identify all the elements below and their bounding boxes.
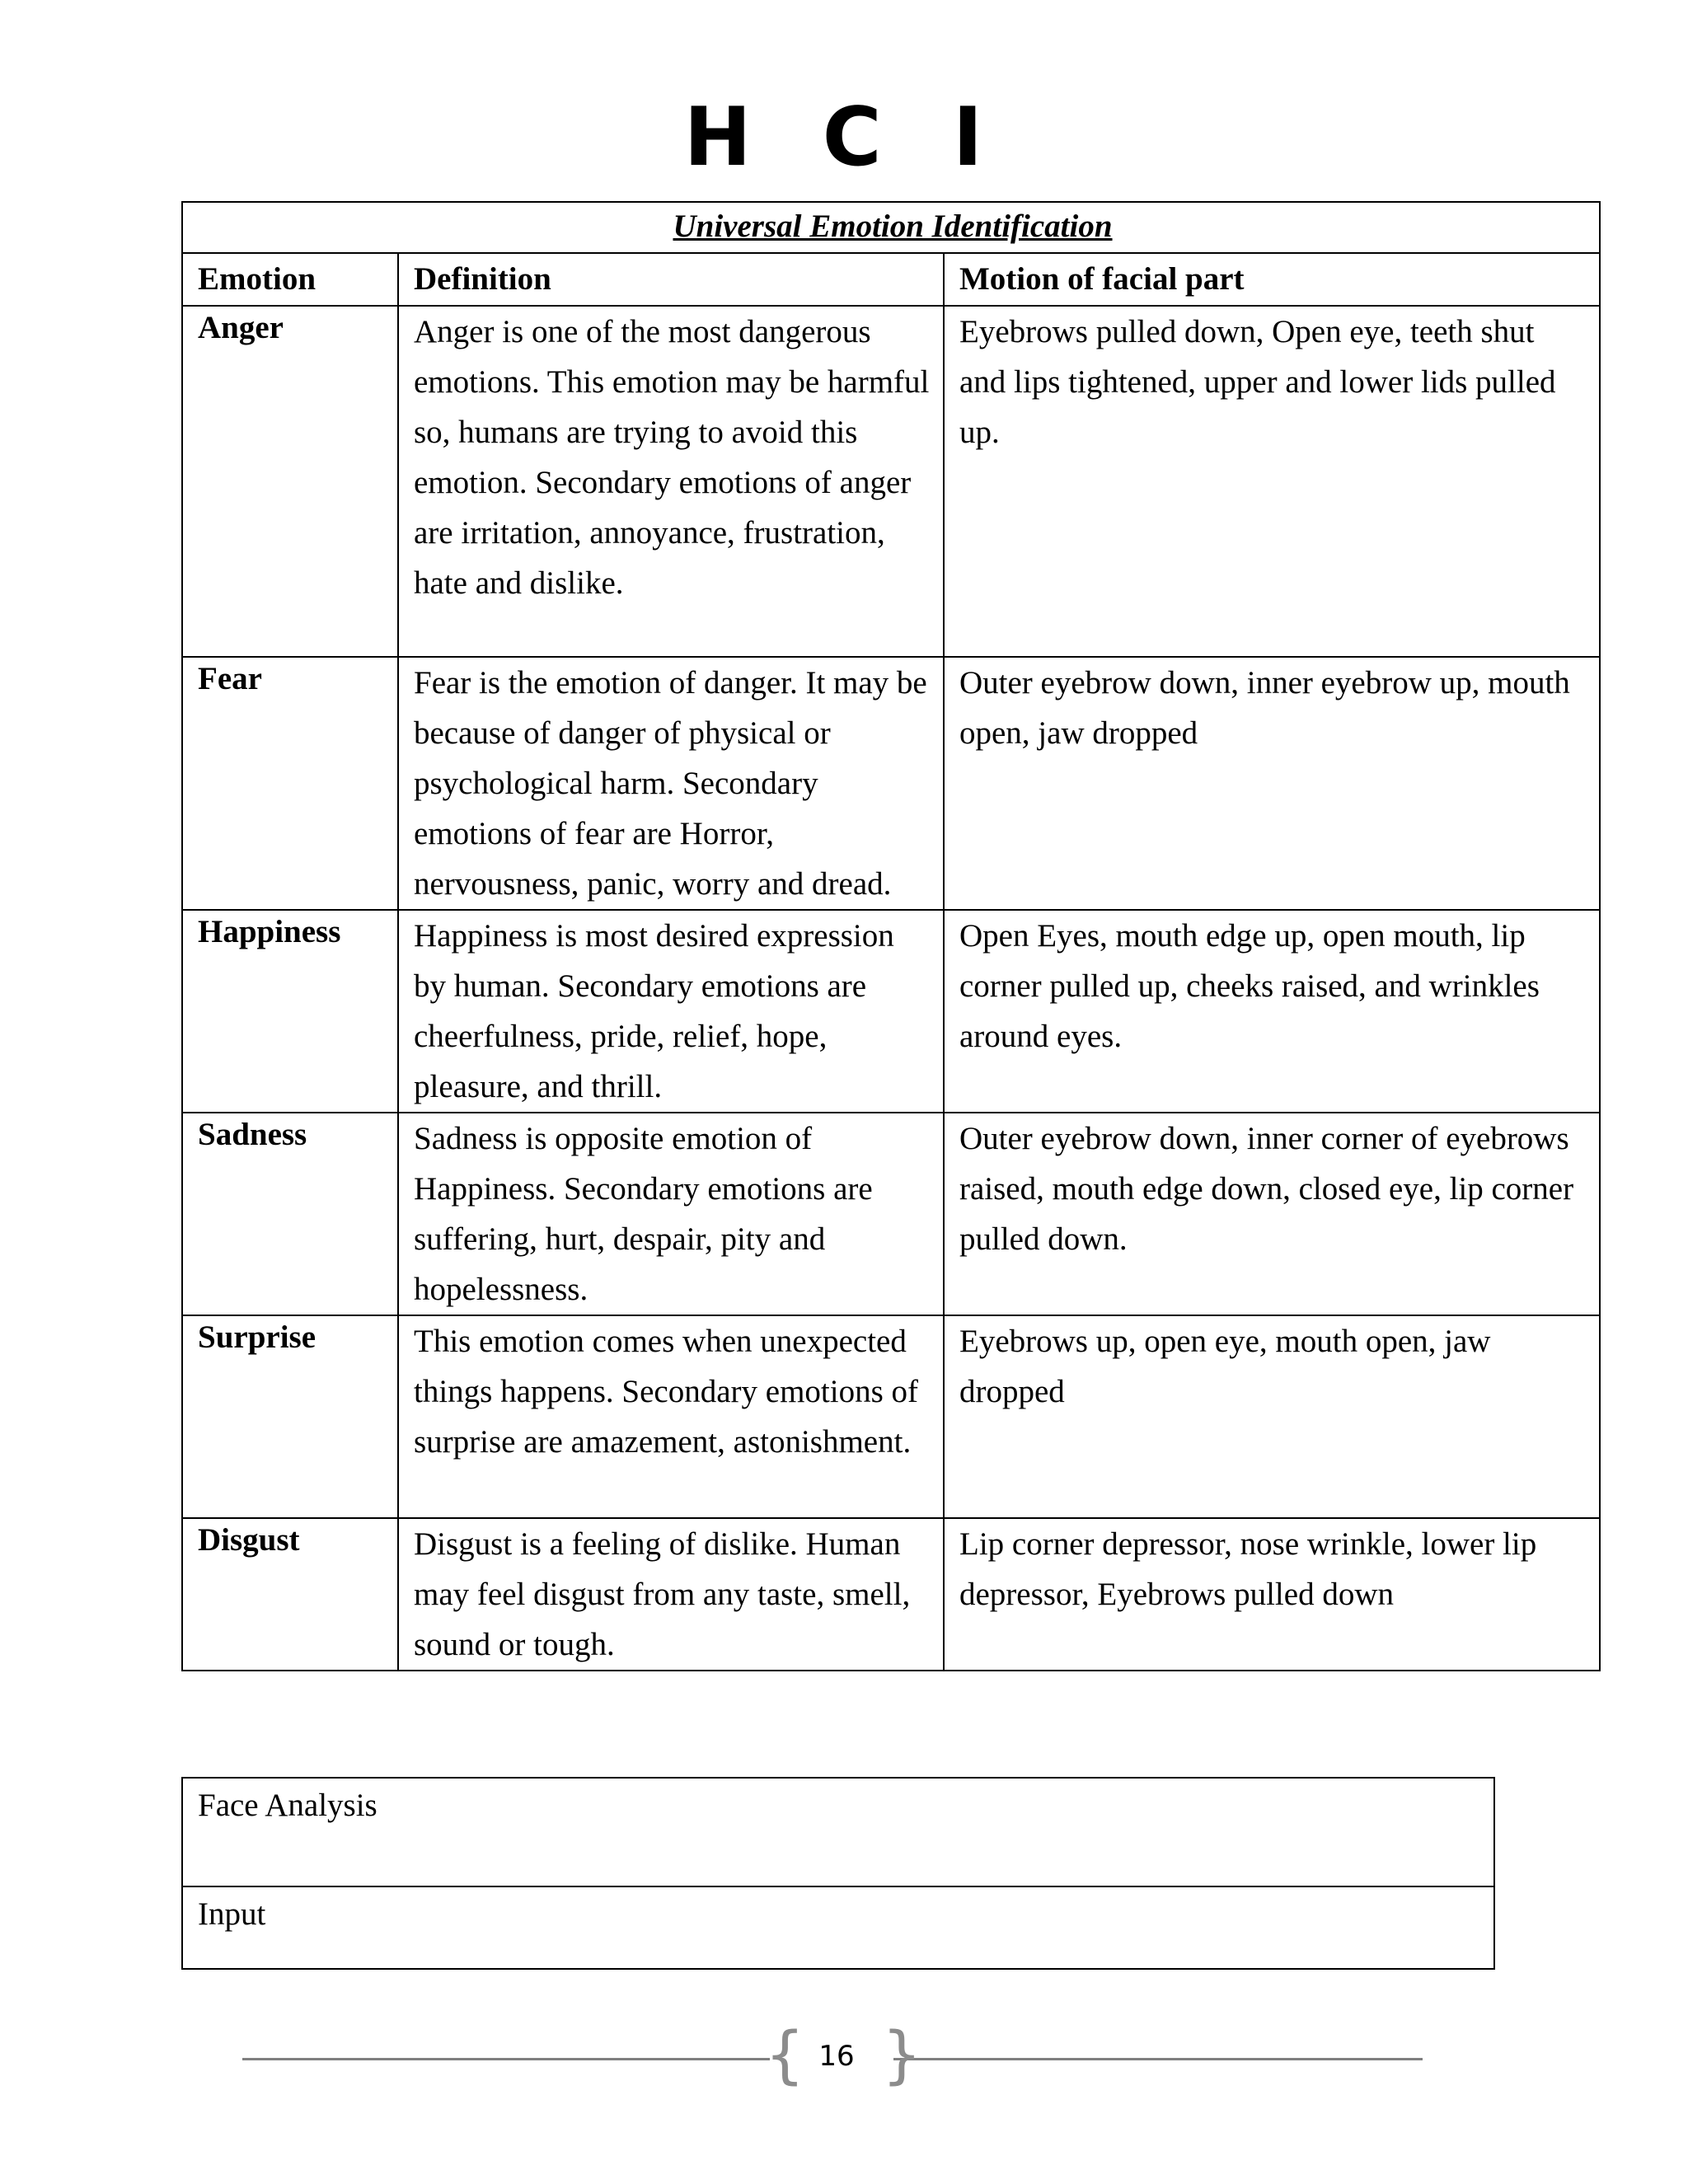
emotion-motion: Open Eyes, mouth edge up, open mouth, lip corner pulled up, cheeks raised, and wrinkles around eyes. [944,910,1600,1113]
emotion-name: Disgust [182,1518,398,1671]
table-caption-row [182,202,1600,253]
table-row [182,1315,1600,1518]
emotion-definition: This emotion comes when unexpected things happens. Secondary emotions of surprise are amazement, astonishment. [398,1315,944,1518]
emotion-motion: Outer eyebrow down, inner corner of eyebrows raised, mouth edge down, closed eye, lip corner pulled down. [944,1113,1600,1315]
table-row [182,306,1600,657]
face-analysis-box [181,1777,1495,1970]
emotion-motion: Lip corner depressor, nose wrinkle, lower lip depressor, Eyebrows pulled down [944,1518,1600,1671]
right-brace-icon: } [882,2018,922,2091]
input-label: Input [198,1896,266,1932]
emotion-definition: Disgust is a feeling of dislike. Human may feel disgust from any taste, smell, sound or tough. [398,1518,944,1671]
table-row [182,1518,1600,1671]
table-row [182,910,1600,1113]
emotion-table [181,201,1601,1671]
emotion-name: Anger [182,306,398,657]
emotion-motion: Eyebrows pulled down, Open eye, teeth shut and lips tightened, upper and lower lids pulled up. [944,306,1600,657]
page-title: H C I [683,91,1005,185]
emotion-definition: Fear is the emotion of danger. It may be because of danger of physical or psychological harm. Secondary emotions of fear are Horror, nervousness, panic, worry and dread. [398,657,944,910]
footer-rule-left [242,2058,770,2060]
emotion-definition: Anger is one of the most dangerous emotions. This emotion may be harmful so, humans are trying to avoid this emotion. Secondary emotions of anger are irritation, annoyance, frustration, hate and dislike. [398,306,944,657]
table-header-row [182,253,1600,306]
emotion-definition: Sadness is opposite emotion of Happiness. Secondary emotions are suffering, hurt, despair, pity and hopelessness. [398,1113,944,1315]
emotion-motion: Eyebrows up, open eye, mouth open, jaw dropped [944,1315,1600,1518]
left-brace-icon: { [765,2018,805,2091]
column-header-definition: Definition [398,253,944,306]
table-caption-text: Universal Emotion Identification [673,209,1113,244]
emotion-definition: Happiness is most desired expression by human. Secondary emotions are cheerfulness, pride, relief, hope, pleasure, and thrill. [398,910,944,1113]
column-header-motion: Motion of facial part [944,253,1600,306]
table-row [182,1113,1600,1315]
emotion-name: Sadness [182,1113,398,1315]
footer-rule-right [893,2058,1423,2060]
emotion-motion: Outer eyebrow down, inner eyebrow up, mouth open, jaw dropped [944,657,1600,910]
page-number: 16 [818,2040,855,2073]
emotion-name: Surprise [182,1315,398,1518]
column-header-emotion: Emotion [182,253,398,306]
emotion-name: Fear [182,657,398,910]
emotion-name: Happiness [182,910,398,1113]
table-caption [182,202,1600,253]
face-analysis-label: Face Analysis [183,1779,1493,1887]
table-row [182,657,1600,910]
